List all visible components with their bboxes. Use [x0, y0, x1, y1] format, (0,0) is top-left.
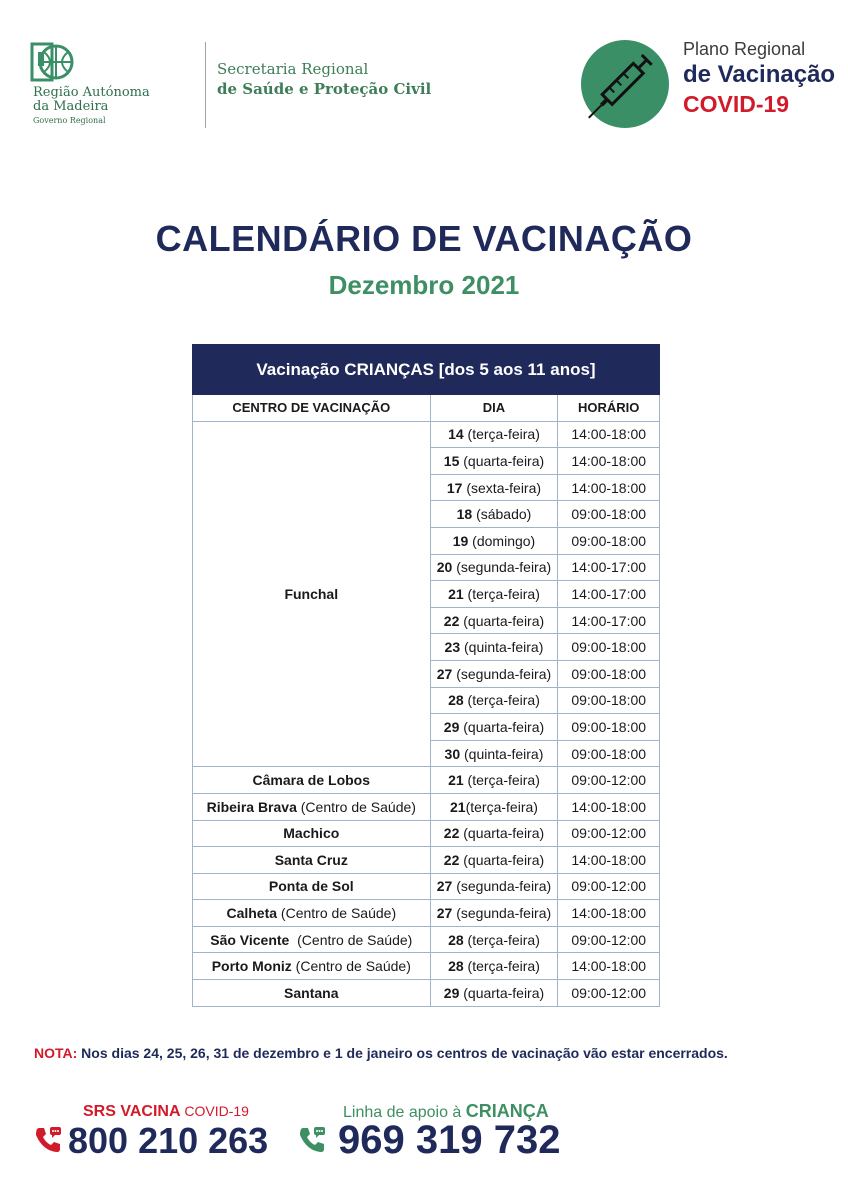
header-divider	[205, 42, 206, 128]
day-cell	[430, 926, 558, 953]
day-number: 30	[444, 745, 461, 762]
weekday: (quinta-feira)	[460, 639, 544, 656]
table-row	[193, 847, 660, 874]
table-row	[193, 421, 660, 448]
hours-cell: 09:00-18:00	[558, 714, 660, 741]
syringe-icon	[572, 38, 672, 134]
hours-cell: 14:00-17:00	[558, 554, 660, 581]
center-name: Calheta	[226, 905, 278, 922]
center-cell	[193, 953, 431, 980]
table-header-row	[193, 395, 660, 422]
plano-line-1: Plano Regional	[683, 39, 806, 59]
table-row	[193, 926, 660, 953]
hours-cell: 09:00-18:00	[558, 527, 660, 554]
center-name: São Vicente	[210, 931, 290, 948]
secretaria-line-1: Secretaria Regional	[217, 60, 369, 78]
day-number: 27	[436, 665, 453, 682]
hours-cell: 14:00-18:00	[558, 474, 660, 501]
apoio-label-strong: CRIANÇA	[465, 1101, 549, 1121]
center-cell	[193, 926, 431, 953]
hours-cell: 14:00-18:00	[558, 793, 660, 820]
day-number: 18	[456, 506, 473, 523]
weekday: (sábado)	[472, 506, 532, 523]
weekday: (terça-feira)	[463, 692, 540, 709]
center-name: Câmara de Lobos	[252, 772, 371, 789]
weekday: (quinta-feira)	[460, 745, 544, 762]
hours-cell: 09:00-18:00	[558, 687, 660, 714]
day-number: 22	[443, 612, 460, 629]
region-line-2: da Madeira	[33, 99, 109, 114]
hours-cell: 09:00-12:00	[558, 767, 660, 794]
center-cell	[193, 900, 431, 927]
secretaria-line-2: de Saúde e Proteção Civil	[217, 80, 432, 98]
table-row	[193, 900, 660, 927]
table-row	[193, 873, 660, 900]
column-header-hour: HORÁRIO	[558, 395, 660, 422]
srs-vacina-label	[83, 1103, 249, 1121]
hours-cell: 09:00-12:00	[558, 873, 660, 900]
phone-chat-icon	[297, 1125, 327, 1155]
day-cell	[430, 554, 558, 581]
day-number: 29	[443, 984, 460, 1001]
hours-cell: 14:00-18:00	[558, 900, 660, 927]
page-subtitle: Dezembro 2021	[328, 270, 520, 300]
day-number: 22	[443, 851, 460, 868]
weekday: (quarta-feira)	[459, 612, 545, 629]
center-note: (Centro de Saúde)	[296, 798, 416, 815]
day-cell	[430, 474, 558, 501]
hours-cell: 09:00-12:00	[558, 820, 660, 847]
center-name: Ribeira Brava	[206, 798, 297, 815]
day-number: 17	[446, 479, 463, 496]
weekday: (quarta-feira)	[459, 851, 545, 868]
day-number: 23	[444, 639, 461, 656]
note-label: NOTA:	[34, 1045, 78, 1061]
center-cell	[193, 873, 431, 900]
weekday: (terça-feira)	[463, 585, 540, 602]
day-number: 28	[448, 931, 464, 948]
center-cell	[193, 980, 431, 1007]
hours-cell: 09:00-18:00	[558, 501, 660, 528]
day-cell	[430, 687, 558, 714]
weekday: (terça-feira)	[465, 798, 538, 815]
srs-label-covid: COVID-19	[180, 1103, 249, 1119]
day-cell	[430, 953, 558, 980]
hours-cell: 09:00-18:00	[558, 634, 660, 661]
hours-cell: 14:00-18:00	[558, 448, 660, 475]
day-cell	[430, 767, 558, 794]
day-number: 14	[448, 426, 464, 443]
center-name: Santana	[284, 984, 339, 1001]
madeira-emblem-icon	[30, 40, 74, 86]
weekday: (domingo)	[468, 532, 536, 549]
day-cell	[430, 421, 558, 448]
center-cell	[193, 793, 431, 820]
table-row	[193, 820, 660, 847]
day-number: 29	[443, 718, 460, 735]
weekday: (sexta-feira)	[462, 479, 542, 496]
hours-cell: 14:00-17:00	[558, 607, 660, 634]
hours-cell: 14:00-18:00	[558, 953, 660, 980]
srs-label-main: SRS VACINA	[83, 1103, 181, 1120]
schedule-table	[192, 344, 660, 1007]
table-band-row	[193, 345, 660, 395]
day-cell	[430, 527, 558, 554]
center-cell: Funchal	[193, 421, 431, 767]
phone-icon	[33, 1125, 63, 1155]
schedule-body	[193, 421, 660, 1006]
hours-cell: 09:00-12:00	[558, 980, 660, 1007]
day-cell	[430, 793, 558, 820]
day-cell	[430, 820, 558, 847]
note-text: Nos dias 24, 25, 26, 31 de dezembro e 1 de janeiro os centros de vacinação vão estar encerrados.	[77, 1045, 728, 1061]
center-name: Santa Cruz	[274, 851, 348, 868]
day-number: 27	[436, 905, 453, 922]
weekday: (quarta-feira)	[459, 452, 545, 469]
day-cell	[430, 714, 558, 741]
table-row	[193, 980, 660, 1007]
day-number: 19	[452, 532, 469, 549]
hours-cell: 14:00-17:00	[558, 581, 660, 608]
center-name: Machico	[283, 825, 340, 842]
region-name	[33, 86, 150, 126]
center-cell	[193, 847, 431, 874]
table-row	[193, 953, 660, 980]
apoio-crianca-phone-link[interactable]: 969 319 732	[338, 1118, 561, 1162]
plano-line-2: de Vacinação	[683, 61, 836, 88]
closure-note	[34, 1045, 824, 1061]
center-note: (Centro de Saúde)	[277, 905, 397, 922]
weekday: (terça-feira)	[463, 931, 540, 948]
secretaria-name	[217, 59, 431, 99]
day-cell	[430, 448, 558, 475]
column-header-day: DIA	[430, 395, 558, 422]
center-cell	[193, 767, 431, 794]
day-cell	[430, 501, 558, 528]
table-row	[193, 793, 660, 820]
day-number: 28	[448, 958, 464, 975]
day-number: 21	[448, 772, 464, 789]
center-cell	[193, 820, 431, 847]
day-cell	[430, 607, 558, 634]
day-number: 21	[450, 798, 466, 815]
day-number: 15	[443, 452, 460, 469]
center-name: Ponta de Sol	[268, 878, 354, 895]
weekday: (segunda-feira)	[452, 878, 552, 895]
table-row	[193, 767, 660, 794]
center-note: (Centro de Saúde)	[289, 931, 413, 948]
hours-cell: 14:00-18:00	[558, 421, 660, 448]
region-line-1: Região Autónoma	[33, 85, 150, 100]
day-number: 21	[448, 585, 464, 602]
day-cell	[430, 660, 558, 687]
weekday: (terça-feira)	[463, 772, 540, 789]
weekday: (quarta-feira)	[459, 984, 545, 1001]
page-title: CALENDÁRIO DE VACINAÇÃO	[155, 218, 693, 259]
region-subtitle: Governo Regional	[33, 116, 106, 125]
plano-line-3: COVID-19	[683, 91, 790, 117]
day-cell	[430, 847, 558, 874]
center-name: Porto Moniz	[211, 958, 292, 975]
apoio-label-main: Linha de apoio à	[343, 1104, 466, 1121]
weekday: (terça-feira)	[463, 426, 540, 443]
weekday: (terça-feira)	[463, 958, 540, 975]
day-number: 22	[443, 825, 460, 842]
day-cell	[430, 634, 558, 661]
column-header-center: CENTRO DE VACINAÇÃO	[193, 395, 431, 422]
day-cell	[430, 873, 558, 900]
hours-cell: 09:00-12:00	[558, 926, 660, 953]
day-number: 20	[436, 559, 453, 576]
weekday: (segunda-feira)	[452, 905, 552, 922]
weekday: (segunda-feira)	[452, 665, 552, 682]
day-number: 28	[448, 692, 464, 709]
center-note: (Centro de Saúde)	[291, 958, 411, 975]
day-number: 27	[436, 878, 453, 895]
hours-cell: 09:00-18:00	[558, 660, 660, 687]
srs-vacina-phone-link[interactable]: 800 210 263	[68, 1120, 269, 1161]
weekday: (quarta-feira)	[459, 825, 545, 842]
day-cell	[430, 980, 558, 1007]
hours-cell: 14:00-18:00	[558, 847, 660, 874]
day-cell	[430, 740, 558, 767]
table-band-title: Vacinação CRIANÇAS [dos 5 aos 11 anos]	[193, 345, 660, 395]
hours-cell: 09:00-18:00	[558, 740, 660, 767]
weekday: (segunda-feira)	[452, 559, 552, 576]
plano-regional-title	[683, 38, 835, 118]
day-cell	[430, 900, 558, 927]
day-cell	[430, 581, 558, 608]
weekday: (quarta-feira)	[459, 718, 545, 735]
